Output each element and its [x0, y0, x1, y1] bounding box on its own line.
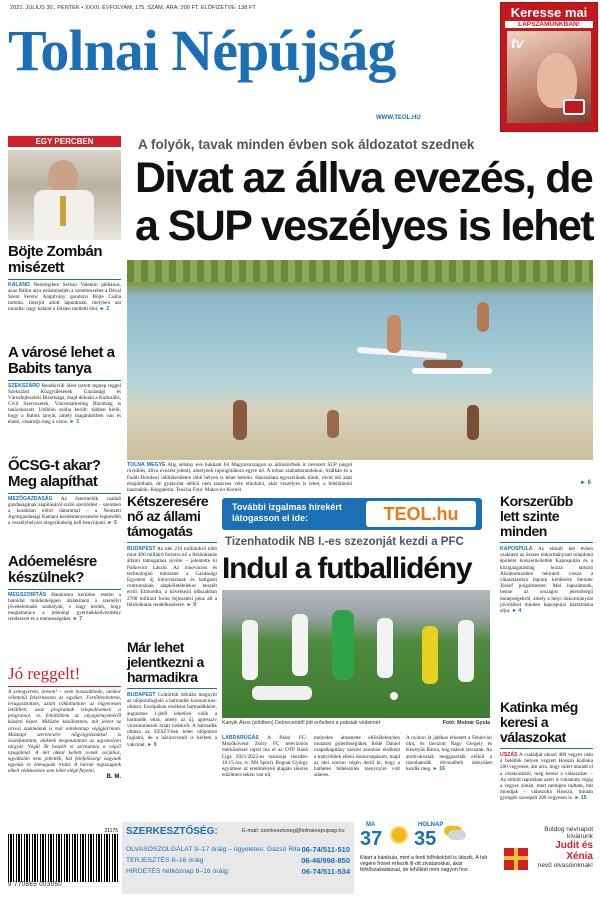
- nameday-line1: Boldog névnapot: [544, 826, 593, 833]
- sidebar-kicker-4: MEGSZORÍTÁS: [8, 592, 47, 598]
- editorial-box: [122, 822, 354, 894]
- sidebar-text-3: Az őstermelők családi gazdaságának alapításáról szóló szerződést – szemben a korábban előírt dátummal – a Nemzeti Agrárgazdasági Kamara kezdeményezésére legkésőbb a veszélyhelyzet megszűnéséig kell benyújtani.: [8, 496, 121, 526]
- sun-icon: [392, 828, 406, 842]
- sidebar-text-4: Hatalomra kerülése esetén a baloldal mindenképpen átalakítaná a személyi jövedelemadó szabályait, s nagy kérdés, hogy megtartaná-e a jelenlegi gyermekkedvezmény rendszeret és a mentességeket.: [8, 592, 121, 622]
- caption-kicker: TOLNA MEGYE: [127, 462, 166, 468]
- teol-banner-line1: További izgalmas hírekért: [232, 502, 342, 512]
- football-body-2: melyekre átmenette ellőzőleknyben mutatott gólerősségüket. Bódé Dániel csapatkapitány szerint azonban elsőként a mátyöldiek elleni összecsapásom, majd az idei szezon végén derül ki, hogy a hathetes felkészülés menynyire volt sikeres.: [314, 735, 400, 779]
- kapuvar-text: Az elmúlt két évben csaknem az összes önkormányzati tulajdonú épületet korszerűsítették Kapospulán és a közigazgatásilag hozzá tartozó Alsóbotmonben tekintett vissza a választásokra lapunk kérdésére Stemler József polgármester. Mai lapszámunk, benne az országos jelentőségű ünnepségekről, amely a helyi önkormányzat jóvoltából minden kapospulai háztartásba eljut.: [500, 546, 593, 615]
- state-support-page-ref: ► 9: [186, 601, 196, 608]
- sidebar-title-2[interactable]: A városé lehet a Babits tanya: [8, 344, 115, 377]
- barcode: [8, 828, 118, 894]
- sidebar-kicker-2: SZEKSZÁRD: [8, 383, 40, 389]
- kapuvar-page-ref: ► 4: [511, 608, 522, 615]
- editorial-line-1: OLVASÓSZOLGÁLAT 9–17 óráig – ügyeletes: Gazsó Rita: [126, 846, 301, 853]
- katinka-title[interactable]: Katinka még keresi a válaszokat: [500, 699, 578, 745]
- page-ref-4: ► 7: [72, 616, 83, 622]
- state-support-title[interactable]: Kétszeresére nő az állami támogatás: [127, 493, 209, 539]
- top-story-caption: Alig néhány éve bukkant fel Magyarországon az állószörfnek is nevezett SUP (angol rövidítés, állva evezést jelent), amelynek rajongótábora egyre nő. A tolnai szabadstrandokon, Szálkán és a Faddi-Dombori üdülőterületen több helyen is lehet bérelni. Használata egyszerűnek tűnik, rövid idő alatt elsajátítható, de gyakorlat nélkül nem tanácsos vele elindulni, akár veszélyes is lehet, a felelőtlenül használók. Képgaléria: Teol.hu Fotó: Makovics Kornél: [127, 462, 352, 494]
- nameday-line2: kívánunk: [566, 833, 593, 840]
- editorial-line-3: HIRDETÉS hétköznap 8–16 óráig:: [126, 868, 230, 875]
- lecture-page-ref: ► 9: [147, 741, 157, 748]
- football-body-kicker: LABDARÚGÁS: [222, 735, 259, 741]
- sup-photo: [127, 260, 593, 460]
- editorial-email[interactable]: E-mail: szerkesztoseg@tolnainepujsag.hu: [242, 828, 345, 834]
- weather-today-temp: 37: [360, 828, 383, 850]
- football-caption: Kanyik Ákos (zöldben) Debrecenből jött erősíteni a paksiak védelmét: [222, 720, 381, 726]
- barcode-number: 21175: [104, 828, 118, 834]
- column-author: B. M.: [106, 774, 121, 781]
- editorial-line-2: TERJESZTÉS 8–16 óráig: [126, 857, 204, 864]
- sidebar-kicker-3: MEZŐGAZDASÁG: [8, 496, 53, 502]
- magazine-logo: tv: [511, 35, 524, 51]
- football-credit: Fotó: Molnár Gyula: [442, 720, 490, 726]
- weather-today-label: MA: [366, 822, 376, 828]
- lecture-text: Csütörtök délután megnyílt az időpontfoglaló a harmadik koronavírus-oltásra. Európában elsőként harmadikként, augusztus 1-jétől lehetővé válik a harmadik oltás, amely az új, agresszív vírusmutánsok miatt indokolt. A harmadik oltásra az EESZT-ben lehet időpontot foglalni, de a háziorvostól is kérheti a vakcinát.: [127, 692, 217, 748]
- kapuvar-kicker: KAPOSPULA: [500, 546, 533, 552]
- barcode-digits: 9 770865 003050: [8, 882, 63, 888]
- page-ref-3: ► 5: [107, 520, 117, 526]
- sidebar-kicker-1: KALAND: [8, 282, 30, 288]
- column-text: A zenegyerem, ürésen! – ezen hosszabbodo, amikor vélettelül felsérkeztem az egyéket. Fertőtlenítettem, lerugasztottam, aztán ráklattuntam az ingyenesen letöltheti, azaz programok telepedésemen a programot, és feltöltöttem az anyagiemyeméről küzdeti képet. Miközbe kézülnettem, mit jelent az orvosi szakmának is már mindennap végigjárrnom. Másnapi szerencsére nőgyógyászokkal is összefutottam, akiknek megmutattam az ugyanolyan tárgyát. Végül ők beszélt el szívnunnia a végső nyugalmat. A mit okkal kellett ovnék sorjához, egyáltalán nem jóltelték, hát felefelősségi vagyunk egymás és önmagunk irtánt. A három napszagunk elkelt védekezésre sem lehet elégé fityelni.: [8, 689, 121, 775]
- top-story-kicker: A folyók, tavak minden évben sok áldozatot szednek: [138, 137, 475, 152]
- magazine-cover: [507, 31, 591, 123]
- football-body-1: A Paksi FC–Mezőkövesd Zsóry FC televízióós mérkőzéssel rajtol ma el az OTP Bank Liga 2021/2022-es szezonja (kezdés: 18.15 óra, tv: M4 Sport). Bognár György együttese az eredmények alapján sikeres edzőmeccseken van túl,: [222, 735, 308, 779]
- football-kicker: Tizenhatodik NB I.-es szezonját kezdi a PFC: [225, 536, 464, 548]
- football-photo: [222, 590, 490, 718]
- football-headline[interactable]: Indul a futballidény: [222, 552, 472, 585]
- editorial-phone-3[interactable]: 06-74/511-534: [301, 867, 350, 876]
- editorial-phone-2[interactable]: 06-46/998-850: [301, 856, 350, 865]
- katinka-page-ref: ► 15: [574, 795, 587, 802]
- sidebar-text-2: Rendkívüli ülést tartott tegnap reggel Szekszárd Közgyűlésének Gazdasági és Városfejlesztési Bizottsága, majd délután a Kulturális, Civil Szervezetek, Városmarketing Bizottság is tanácskozott. Utóbbin szóba került: többen kérik, hogy a Babits tanyát, amely magánkézben van és eladó, vásárolja meg a város.: [8, 383, 122, 425]
- sidebar-title-1[interactable]: Böjte Zombán misézett: [8, 243, 102, 276]
- lecture-kicker: BUDAPEST: [127, 692, 156, 698]
- promo-subtitle: LAPSZÁMUNKBAN!: [505, 21, 593, 28]
- top-story-headline-1[interactable]: Divat az állva evezés, de: [135, 154, 593, 202]
- weather-tomorrow-label: HOLNAP: [418, 822, 444, 828]
- weather-box: [358, 822, 496, 894]
- katinka-text: A családját okozó 400 vegyes után a betétlük helyen végzett Hosszú Katinka 200 vegyesen, ám arra, hogy miért maradt el a várakozástól, még keresi a válaszokat. – Az elmúlt napokban azért is rohantam végig a vegyes zónán, mert nemigen tudtam, mit mondjak – válaszolta Hosszú, miután gyengén szerepelt 200 vegyesen is.: [500, 752, 593, 802]
- top-story-page-ref: ► 6: [580, 480, 591, 486]
- weather-text: Kitart a kánikula, mint a fenti hőfokokból is látszik. A hét végére fronet érkezik ill-ott zivatarokkal, akár felhőszakadással, de lehűlést nem nagyon hoz.: [360, 855, 488, 874]
- gift-icon: [504, 848, 528, 870]
- editorial-phone-1[interactable]: 06-74/511-510: [301, 845, 350, 854]
- sidebar-title-4[interactable]: Adóemelésre készülnek?: [8, 553, 97, 586]
- masthead-url[interactable]: WWW.TEOL.HU: [376, 115, 421, 121]
- masthead-title: Tolnai Népújság: [8, 18, 396, 83]
- lecture-title[interactable]: Már lehet jelentkezni a harmadikra: [127, 639, 204, 685]
- promo-box[interactable]: [500, 2, 598, 132]
- cloud-sun-icon: [448, 830, 466, 840]
- editorial-label: SZERKESZTŐSÉG:: [126, 826, 218, 837]
- weather-tomorrow-temp: 35: [414, 828, 437, 850]
- football-body-3: A nyáron öt játékos érkezett a Fehérvári útra, és távozott Nagy Gergely és Kesztyűs Barna, míg mások távoztak. Az atomvárosiak meggazolták előkül a tizenhatodik élvonalbeli idényüket kezdik meg.: [406, 735, 492, 773]
- nameday-box: [500, 822, 593, 894]
- state-support-text: Az idei 210 milliárdról több mint 400 milliárd forintra nő a felsőoktatás állami támogatása jövőre – jelentette ki Palkovics László. Az innovációs és technológiai miniszter a Gazdasági Egyetem új könyvtárának és hallgatói centrumának alapkőletételekor beszélt erről. Elmondta, a következő időszakban 2700 milliárd forint fejlesztési pénz áll a felsőoktatás rendelkezésére.: [127, 546, 217, 608]
- state-support-kicker: BUDAPEST: [127, 546, 156, 552]
- promo-title: Keresse mai: [510, 5, 588, 20]
- football-page-ref: ► 16: [432, 766, 446, 773]
- page-ref-2: ► 3: [69, 419, 79, 425]
- kapuvar-title[interactable]: Korszerűbb lett szinte minden: [500, 493, 573, 539]
- section-label: EGY PERCBEN: [8, 136, 121, 147]
- teol-banner-line2: látogasson el ide:: [232, 513, 309, 523]
- teol-banner-brand: TEOL.hu: [366, 501, 476, 527]
- sidebar-title-3[interactable]: ŐCSG-t akar? Meg alapíthat: [8, 457, 101, 490]
- tv-icon: [563, 99, 585, 115]
- top-story-headline-2[interactable]: a SUP veszélyes is lehet: [135, 202, 594, 250]
- dateline: 2021. JÚLIUS 30., PÉNTEK • XXXII. ÉVFOLYAM, 175. SZÁM. ÁRA: 200 FT. ELŐFIZETVE: 138 FT: [10, 5, 256, 11]
- sidebar-text-1: Nemrégiben Serban Valentin plébános, azaz Bálint atya ezüstmiséjén a szentbeszédet a Déval Szent Ferenc Alapítvány gondozó Böjte Csaba tartotta. Interjút adott lapunknak, melyben azt mondta: nagy kaland a Jóisten melletti élni.: [8, 282, 121, 312]
- nameday-line3: nevű olvasóinknak!: [537, 862, 593, 869]
- column-title: Jó reggelt!: [8, 664, 81, 683]
- priest-photo: [8, 150, 121, 240]
- nameday-names: Judit és Xénia: [555, 840, 593, 862]
- page-ref-1: ► 2: [99, 306, 110, 312]
- teol-banner[interactable]: [222, 498, 482, 530]
- katinka-kicker: USZÁS: [500, 752, 518, 758]
